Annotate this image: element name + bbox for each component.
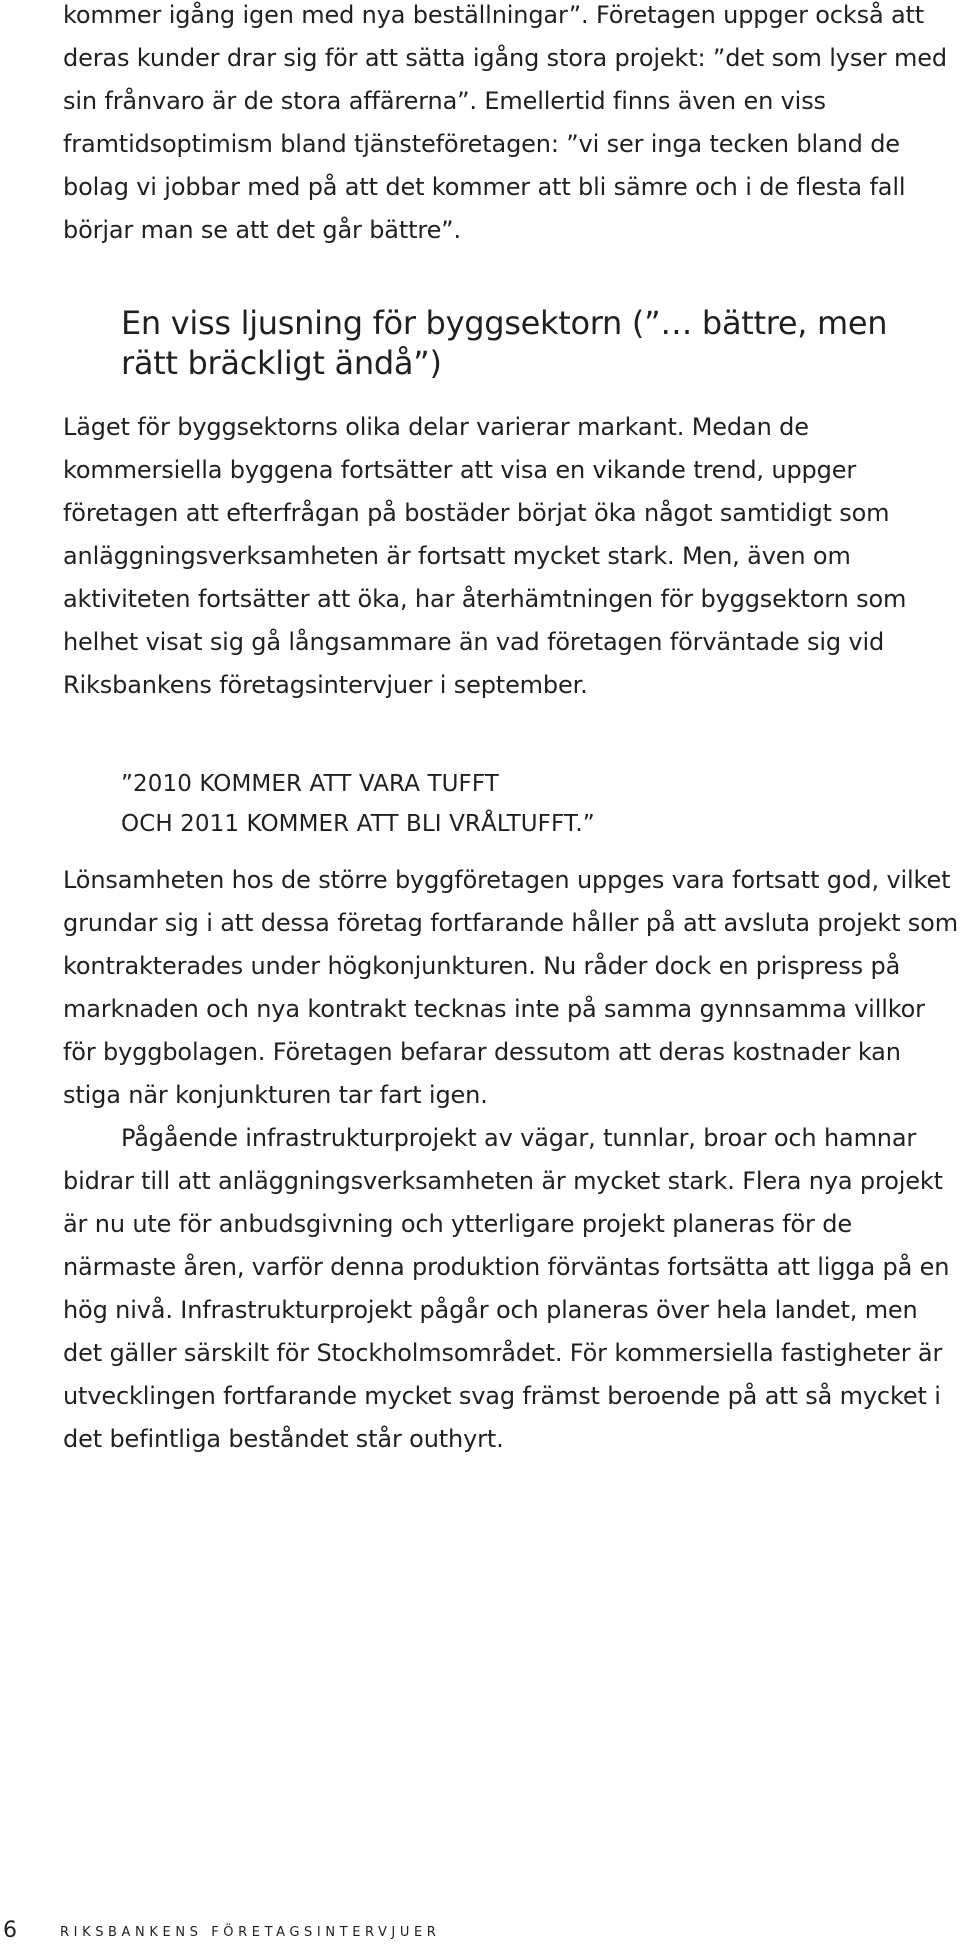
page-footer: [0, 1918, 960, 1944]
body-text: [63, 859, 958, 1461]
pull-quote-line-2: OCH 2011 KOMMER ATT BLI VRÅLTUFFT.”: [121, 811, 595, 837]
body-paragraph-1: Lönsamheten hos de större byggföretagen uppges vara fortsatt god, vilket grundar sig i att dessa företag fortfarande håller på att avsluta projekt som kontrakterades under högkonjunkturen. Nu råder dock en prispress på marknaden och nya kontrakt tecknas inte på samma gynnsamma villkor för byggbolagen. Företagen befarar dessutom att deras kostnader kan stiga när konjunkturen tar fart igen.: [63, 866, 958, 1109]
section-paragraph: Läget för byggsektorns olika delar varierar markant. Medan de kommersiella byggena fortsätter att visa en vikande trend, uppger företagen att efterfrågan på bostäder börjat öka något samtidigt som anläggningsverksamheten är fortsatt mycket stark. Men, även om aktiviteten fortsätter att öka, har återhämtningen för byggsektorn som helhet visat sig gå långsammare än vad företagen förväntade sig vid Riksbankens företagsintervjuer i september.: [63, 413, 907, 699]
intro-paragraph: kommer igång igen med nya beställningar”. Företagen uppger också att deras kunder drar sig för att sätta igång stora projekt: ”det som lyser med sin frånvaro är de stora affärerna”. Emellertid finns även en viss framtidsoptimism bland tjänsteföretagen: ”vi ser inga tecken bland de bolag vi jobbar med på att det kommer att bli sämre och i de flesta fall börjar man se att det går bättre”.: [63, 1, 947, 244]
page-number: 6: [3, 1918, 17, 1943]
pull-quote-line-1: ”2010 KOMMER ATT VARA TUFFT: [121, 771, 499, 797]
body-paragraph-2: Pågående infrastrukturprojekt av vägar, tunnlar, broar och hamnar bidrar till att anläggningsverksamheten är mycket stark. Flera nya projekt är nu ute för anbudsgivning och ytterligare projekt planeras för de närmaste åren, varför denna produktion förväntas fortsätta att ligga på en hög nivå. Infrastrukturprojekt pågår och planeras över hela landet, men det gäller särskilt för Stockholmsområdet. För kommersiella fastigheter är utvecklingen fortfarande mycket svag främst beroende på att så mycket i det befintliga beståndet står outhyrt.: [63, 1124, 950, 1453]
section-heading: En viss ljusning för byggsektorn (”… bättre, men rätt bräckligt ändå”): [121, 304, 888, 382]
pull-quote: [121, 764, 595, 844]
running-footer-title: RIKSBANKENS FÖRETAGSINTERVJUER: [60, 1925, 441, 1940]
